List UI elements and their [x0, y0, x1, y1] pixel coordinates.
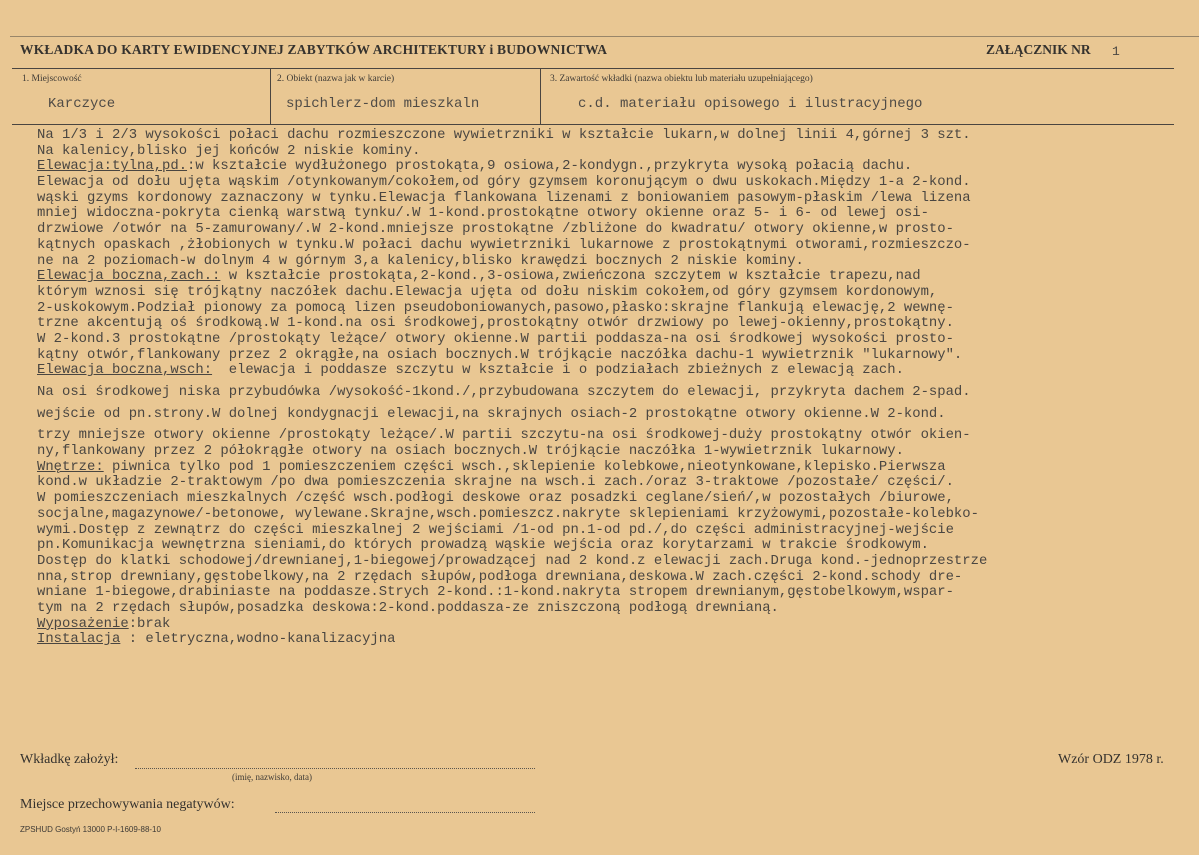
line-text: wejście od pn.strony.W dolnej kondygnacji elewacji,na skrajnych osiach-2 prostokątne otwory okienne.W 2-kond. — [37, 405, 946, 422]
text-line — [37, 632, 1199, 648]
section-heading: Wnętrze: — [37, 458, 104, 475]
attachment-label: ZAŁĄCZNIK NR — [986, 42, 1091, 57]
line-text: wąski gzyms kordonowy zaznaczony w tynku.Elewacja flankowana lizenami z boniowaniem pasowym-płaskim /lewa lizena — [37, 189, 971, 206]
contents-value: c.d. materiału opisowego i ilustracyjnego — [578, 96, 923, 112]
section-heading: Elewacja boczna,zach.: — [37, 268, 221, 285]
field-divider-2 — [540, 68, 541, 124]
text-line — [37, 254, 1199, 270]
contents-label: 3. Zawartość wkładki (nazwa obiektu lub materiału uzupełniającego) — [550, 74, 813, 84]
line-text: mniej widoczna-pokryta cienką warstwą tynku/.W 1-kond.prostokątne otwory okienne oraz 5- i 6- od lewej osi- — [37, 205, 929, 222]
line-text: kątny otwór,flankowany przez 2 okrągłe,na osiach bocznych.W trójkącie naczółka dachu-1 wywietrznik "lukarnowy". — [37, 346, 963, 363]
line-text: w kształcie prostokąta,2-kond.,3-osiowa,zwieńczona szczytem w kształcie trapezu,nad — [220, 268, 921, 285]
text-line — [37, 554, 1199, 570]
text-line — [37, 285, 1199, 301]
line-text: pn.Komunikacja wewnętrzna sieniami,do których prowadzą wąskie wejścia oraz korytarzami w trakcie środkowym. — [37, 537, 929, 554]
negatives-location-line — [275, 812, 535, 813]
line-text: elewacja i poddasze szczytu w kształcie i o podziałach zbieżnych z elewacją zach. — [212, 362, 904, 379]
line-text: Na osi środkowej niska przybudówka /wysokość-1kond./,przybudowana szczytem do elewacji, przykryta dachem 2-spad. — [37, 384, 971, 400]
text-line — [37, 316, 1199, 332]
form-pattern: Wzór ODZ 1978 r. — [1058, 752, 1164, 767]
location-value: Karczyce — [48, 96, 116, 112]
top-rule — [10, 36, 1199, 37]
printer-imprint: ZPSHUD Gostyń 13000 P-I-1609-88-10 — [20, 825, 161, 834]
text-line — [37, 175, 1199, 191]
line-text: 2-uskokowym.Podział pionowy za pomocą lizen pseudoboniowanych,pasowo,płasko:skrajne flankują elewację,2 wewnę- — [37, 299, 954, 316]
line-text: tym na 2 rzędach słupów,posadzka deskowa:2-kond.poddasza-ze zniszczoną podłogą drewnianą. — [37, 599, 779, 616]
line-text: Na kalenicy,blisko jej końców 2 niskie kominy. — [37, 142, 421, 159]
object-label: 2. Obiekt (nazwa jak w karcie) — [277, 74, 395, 84]
section-heading: Wyposażenie — [37, 615, 129, 632]
line-text: ny,flankowany przez 2 półokrągłe otwory na osiach bocznych.W trójkącie naczółka 1-wywietrznik lukarnowy. — [37, 443, 904, 460]
line-text: wymi.Dostęp z zewnątrz do części mieszkalnej 2 wejściami /1-od pn.1-od pd./,do części administracyjnej-wejście — [37, 521, 954, 538]
line-text: drzwiowe /otwór na 5-zamurowany/.W 2-kond.mniejsze prostokątne /zbliżone do kwadratu/ otwory okienne,w prosto- — [37, 221, 954, 238]
line-text: piwnica tylko pod 1 pomieszczeniem części wsch.,sklepienie kolebkowe,nieotynkowane,klepisko.Pierwsza — [103, 458, 946, 475]
text-line — [37, 507, 1199, 523]
line-text: : eletryczna,wodno-kanalizacyjna — [120, 631, 396, 648]
location-label: 1. Miejscowość — [22, 74, 82, 84]
text-line — [37, 385, 1199, 401]
compiled-by-hint: (imię, nazwisko, data) — [232, 772, 312, 782]
line-text: kątnych opaskach ,żłobionych w tynku.W połaci dachu wywietrzniki lukarnowe z prostokątnymi otworami,rozmieszczo- — [37, 236, 971, 253]
text-line — [37, 601, 1199, 617]
text-line — [37, 191, 1199, 207]
line-text: W pomieszczeniach mieszkalnych /część wsch.podłogi deskowe oraz posadzki ceglane/sień/,w pozostałych /biurowe, — [37, 490, 954, 507]
text-line — [37, 363, 1199, 379]
section-heading: Elewacja:tylna,pd. — [37, 158, 188, 175]
text-line — [37, 407, 1199, 423]
text-line — [37, 332, 1199, 348]
line-text: ne na 2 poziomach-w dolnym 4 w górnym 3,a kalenicy,blisko krawędzi bocznych 2 niskie kominy. — [37, 252, 804, 269]
text-line — [37, 301, 1199, 317]
text-line — [37, 428, 1199, 444]
text-line — [37, 460, 1199, 476]
line-text: Elewacja od dołu ujęta wąskim /otynkowanym/cokołem,od góry gzymsem koronującym o dwu uskokach.Między 1-a 2-kond. — [37, 174, 971, 191]
object-value: spichlerz-dom mieszkaln — [286, 96, 480, 112]
text-line — [37, 348, 1199, 364]
text-line — [37, 617, 1199, 633]
card-header — [20, 40, 1190, 66]
text-line — [37, 444, 1199, 460]
negatives-location-label: Miejsce przechowywania negatywów: — [20, 797, 235, 812]
text-line — [37, 585, 1199, 601]
fields-bottom-rule — [12, 124, 1174, 125]
line-text: wniane 1-biegowe,drabiniaste na poddasze.Strych 2-kond.:1-kond.nakryta stropem drewnianym,gęstobelkowym,wspar- — [37, 584, 954, 601]
line-text: W 2-kond.3 prostokątne /prostokąty leżące/ otwory okienne.W partii poddasza-na osi środkowej wysokości prosto- — [37, 330, 954, 347]
text-line — [37, 206, 1199, 222]
line-text: :w kształcie wydłużonego prostokąta,9 osiowa,2-kondygn.,przykryta wysoką połacią dachu. — [187, 158, 913, 175]
line-text: Na 1/3 i 2/3 wysokości połaci dachu rozmieszczone wywietrzniki w kształcie lukarn,w dolnej linii 4,górnej 3 szt. — [37, 128, 971, 143]
text-line — [37, 570, 1199, 586]
description-text — [37, 128, 1199, 648]
field-divider-1 — [270, 68, 271, 124]
section-heading: Instalacja — [37, 631, 121, 648]
line-text: trzy mniejsze otwory okienne /prostokąty leżące/.W partii szczytu-na osi środkowej-duży prostokątny otwór okien- — [37, 427, 971, 444]
text-line — [37, 523, 1199, 539]
card-title: WKŁADKA DO KARTY EWIDENCYJNEJ ZABYTKÓW ARCHITEKTURY i BUDOWNICTWA — [20, 42, 608, 57]
text-line — [37, 238, 1199, 254]
line-text: nna,strop drewniany,gęstobelkowy,na 2 rzędach słupów,podłoga drewniana,deskowa.W zach.części 2-kond.schody dre- — [37, 568, 963, 585]
text-line — [37, 128, 1199, 144]
line-text: Dostęp do klatki schodowej/drewnianej,1-biegowej/prowadzącej nad 2 kond.z elewacji zach.Druga kond.-jednoprzestrze — [37, 552, 988, 569]
text-line — [37, 475, 1199, 491]
section-heading: Elewacja boczna,wsch: — [37, 362, 213, 379]
header-rule — [12, 68, 1174, 69]
line-text: trzne akcentują oś środkową.W 1-kond.na osi środkowej,prostokątny otwór drzwiowy po lewej-okienny,prostokątny. — [37, 315, 954, 332]
text-line — [37, 159, 1199, 175]
text-line — [37, 491, 1199, 507]
line-text: którym wznosi się trójkątny naczółek dachu.Elewacja ujęta od dołu niskim cokołem,od góry gzymsem kordonowym, — [37, 283, 938, 300]
compiled-by-line — [135, 768, 535, 769]
text-line — [37, 269, 1199, 285]
attachment-number: 1 — [1112, 44, 1120, 59]
compiled-by-label: Wkładkę założył: — [20, 752, 119, 767]
text-line — [37, 222, 1199, 238]
line-text: socjalne,magazynowe/-betonowe, wylewane.Skrajne,wsch.pomieszcz.nakryte sklepieniami krzyżowymi,pozostałe-kolebko- — [37, 505, 979, 522]
text-line — [37, 538, 1199, 554]
text-line — [37, 144, 1199, 160]
line-text: :brak — [128, 615, 171, 632]
line-text: kond.w układzie 2-traktowym /po dwa pomieszczenia skrajne na wsch.i zach./oraz 3-traktowe /pozostałe/ części/. — [37, 474, 954, 491]
